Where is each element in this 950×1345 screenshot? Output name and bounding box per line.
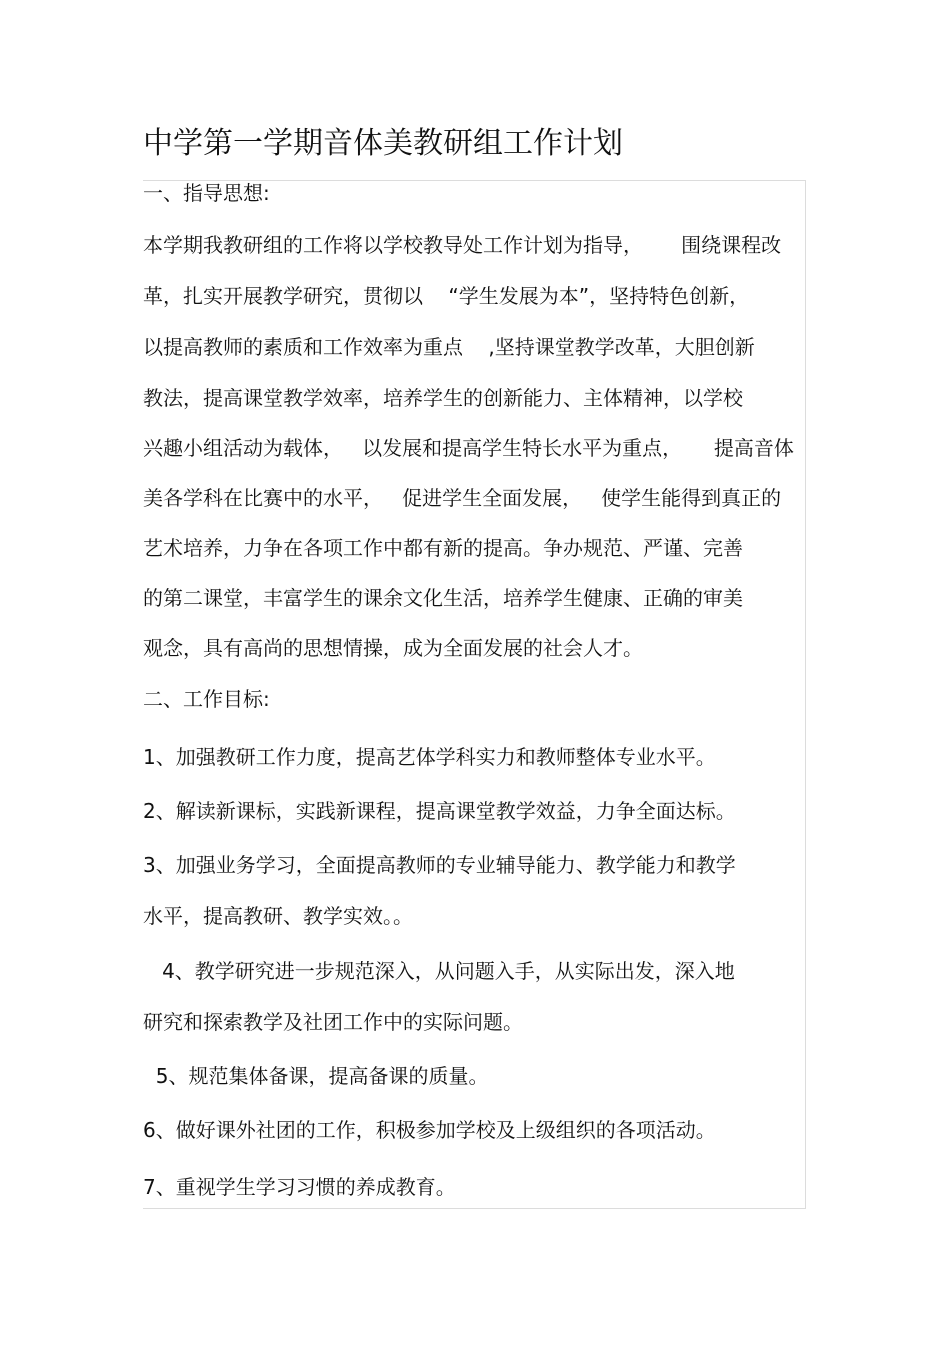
goal-item: 3、加强业务学习，全面提高教师的专业辅导能力、教学能力和教学 [143,853,736,877]
goal-item: 5、规范集体备课，提高备课的质量。 [143,1064,489,1088]
paragraph-line: 以提高教师的素质和工作效率为重点 ,坚持课堂教学改革，大胆创新 [143,335,755,359]
goal-item: 1、加强教研工作力度，提高艺体学科实力和教师整体专业水平。 [143,745,716,769]
goal-item: 7、重视学生学习习惯的养成教育。 [143,1175,456,1199]
paragraph-line: 的第二课堂，丰富学生的课余文化生活，培养学生健康、正确的审美 [143,586,743,610]
goal-item-continuation: 水平，提高教研、教学实效。。 [143,904,413,928]
paragraph-line: 兴趣小组活动为载体， 以发展和提高学生特长水平为重点， 提高音体 [143,436,794,460]
section-heading-work-goals: 二、工作目标: [143,687,270,711]
goal-item: 4、教学研究进一步规范深入，从问题入手，从实际出发，深入地 [143,959,735,983]
paragraph-line: 教法，提高课堂教学效率，培养学生的创新能力、主体精神，以学校 [143,386,743,410]
document-title: 中学第一学期音体美教研组工作计划 [143,126,623,161]
goal-item: 6、做好课外社团的工作，积极参加学校及上级组织的各项活动。 [143,1118,716,1142]
paragraph-line: 观念，具有高尚的思想情操，成为全面发展的社会人才。 [143,636,643,660]
goal-item-continuation: 研究和探索教学及社团工作中的实际问题。 [143,1010,523,1034]
paragraph-line: 本学期我教研组的工作将以学校教导处工作计划为指导， 围绕课程改 [143,233,782,257]
section-heading-guiding-thought: 一、指导思想: [143,181,270,205]
goal-item: 2、解读新课标，实践新课程，提高课堂教学效益，力争全面达标。 [143,799,736,823]
paragraph-line: 革，扎实开展教学研究，贯彻以 “学生发展为本”，坚持特色创新， [143,284,750,308]
paragraph-line: 艺术培养，力争在各项工作中都有新的提高。争办规范、严谨、完善 [143,536,743,560]
paragraph-line: 美各学科在比赛中的水平， 促进学生全面发展， 使学生能得到真正的 [143,486,782,510]
